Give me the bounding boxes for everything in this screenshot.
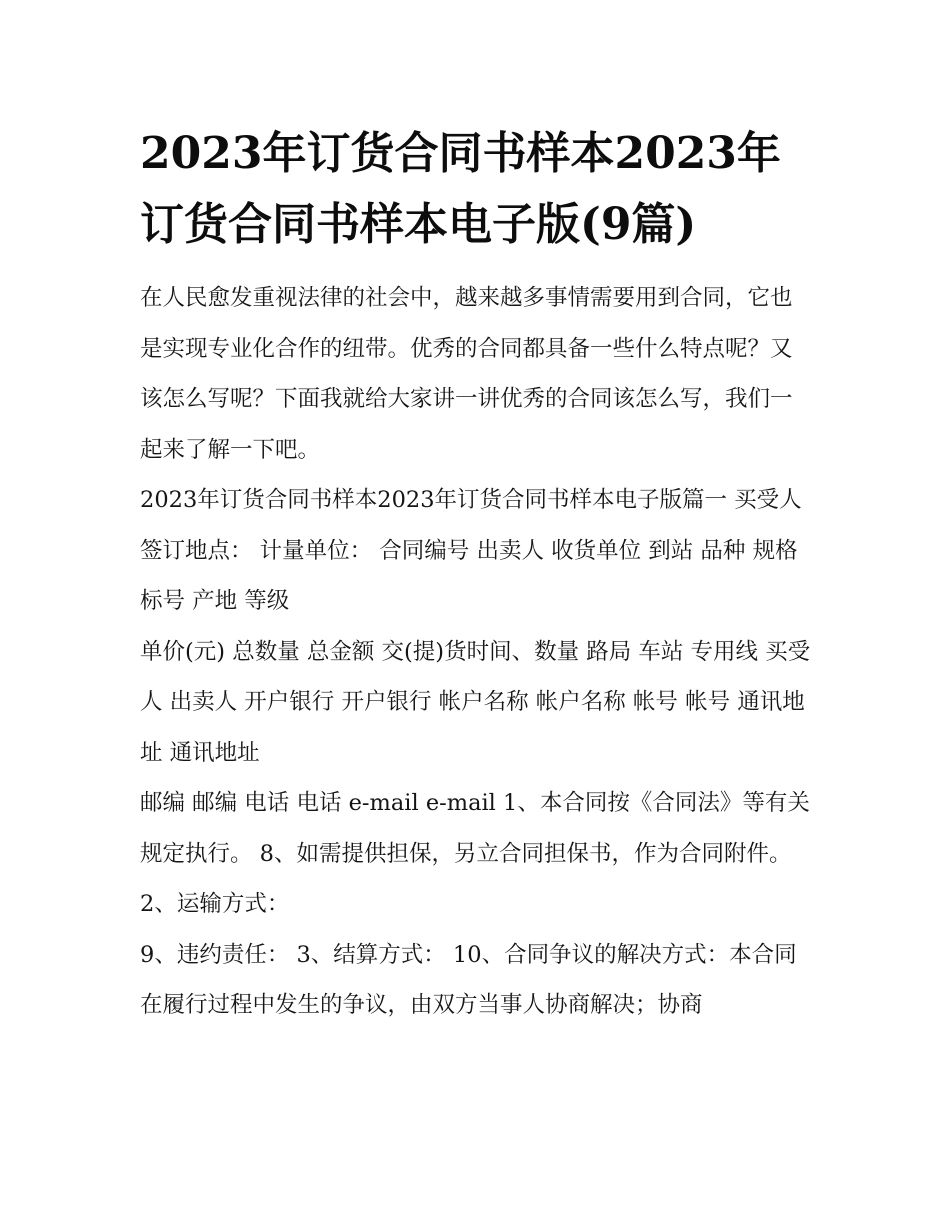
contract-paragraph-3: 邮编 邮编 电话 电话 e-mail e-mail 1、本合同按《合同法》等有关规定执行。 8、如需提供担保，另立合同担保书，作为合同附件。 2、运输方式： bbox=[140, 790, 810, 917]
contract-paragraph-1: 2023年订货合同书样本2023年订货合同书样本电子版篇一 买受人 签订地点： 计量单位： 合同编号 出卖人 收货单位 到站 品种 规格 标号 产地 等级 bbox=[140, 487, 802, 614]
document-body bbox=[140, 118, 814, 1031]
document-title: 2023年订货合同书样本2023年订货合同书样本电子版(9篇) bbox=[140, 128, 781, 250]
intro-paragraph: 在人民愈发重视法律的社会中，越来越多事情需要用到合同，它也是实现专业化合作的纽带。优秀的合同都具备一些什么特点呢？又该怎么写呢？下面我就给大家讲一讲优秀的合同该怎么写，我们一起来了解一下吧。 bbox=[140, 285, 793, 463]
contract-paragraph-4: 9、违约责任： 3、结算方式： 10、合同争议的解决方式：本合同在履行过程中发生的争议，由双方当事人协商解决；协商 bbox=[140, 941, 797, 1018]
contract-paragraph-2: 单价(元) 总数量 总金额 交(提)货时间、数量 路局 车站 专用线 买受人 出卖人 开户银行 开户银行 帐户名称 帐户名称 帐号 帐号 通讯地址 通讯地址 bbox=[140, 638, 811, 766]
